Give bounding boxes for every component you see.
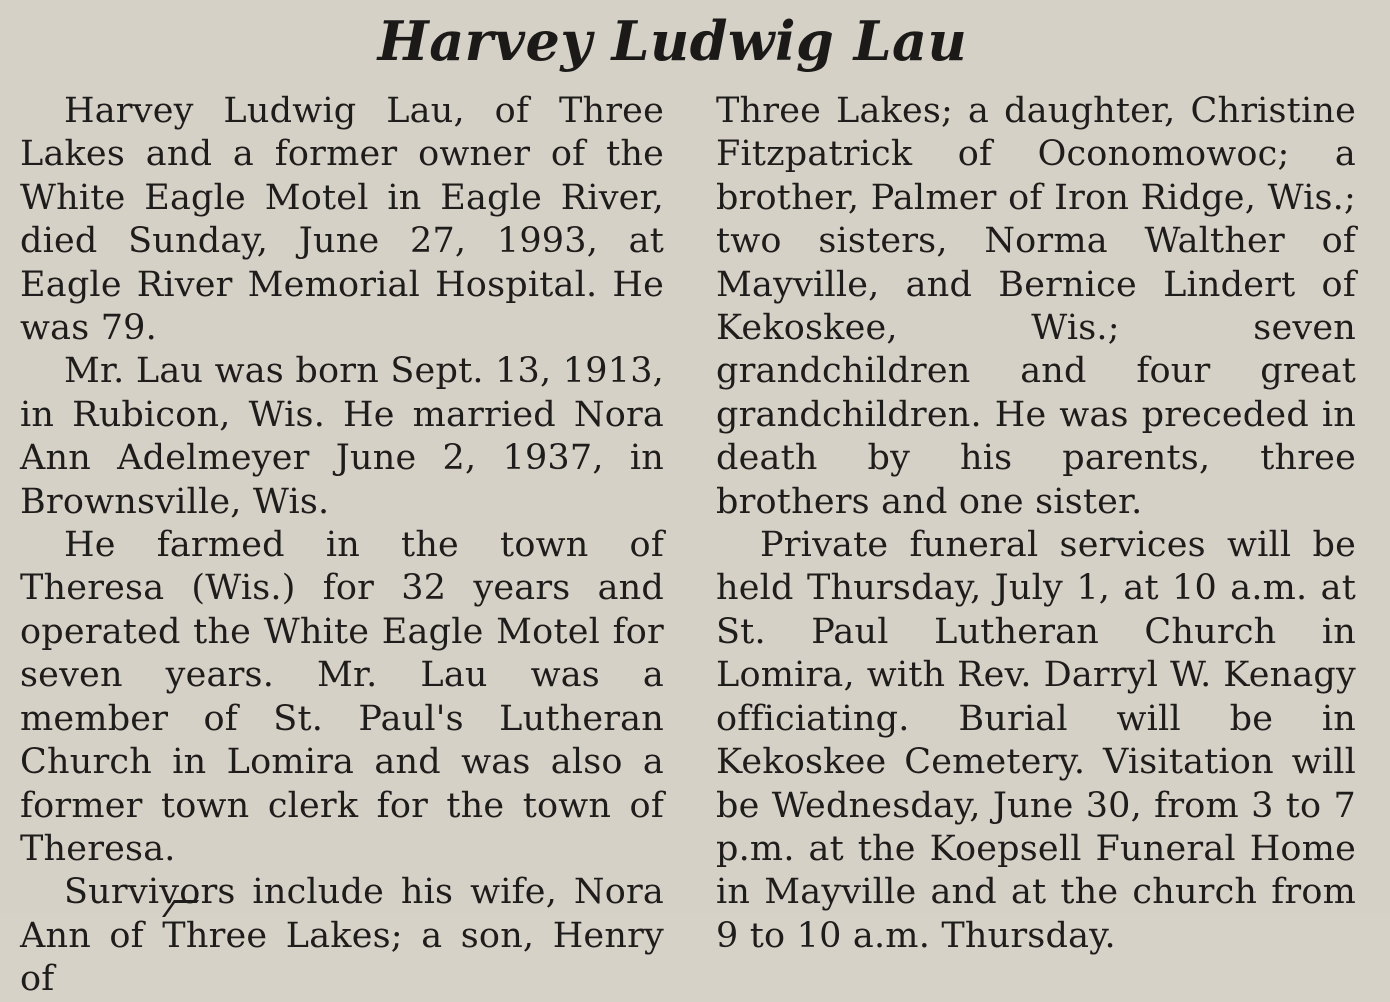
paragraph-career: He farmed in the town of Theresa (Wis.) for 32 years and operated the White Eagle Motel for seven years. Mr. Lau was a member of St. Paul's Lutheran Church in Lomira and was also a former town clerk for the town of Theresa. <box>20 525 664 869</box>
paragraph-services: Private funeral services will be held Thursday, July 1, at 10 a.m. at St. Paul Lutheran Church in Lomira, with Rev. Darryl W. Kenagy officiating. Burial will be in Kekoskee Cemetery. Visitation will be Wednesday, June 30, from 3 to 7 p.m. at the Koepsell Funeral Home in Mayville and at the church from 9 to 10 a.m. Thursday. <box>716 525 1356 956</box>
right-column <box>716 90 1356 958</box>
paragraph-birth: Mr. Lau was born Sept. 13, 1913, in Rubicon, Wis. He married Nora Ann Adelmeyer June 2, 1937, in Brownsville, Wis. <box>20 351 664 522</box>
paragraph-intro: Harvey Ludwig Lau, of Three Lakes and a former owner of the White Eagle Motel in Eagle River, died Sunday, June 27, 1993, at Eagle River Memorial Hospital. He was 79. <box>20 91 664 349</box>
paragraph-survivors-continued: Three Lakes; a daughter, Christine Fitzpatrick of Oconomowoc; a brother, Palmer of Iron Ridge, Wis.; two sisters, Norma Walther of Mayville, and Bernice Lindert of Kekoskee, Wis.; seven grandchildren and four great grandchildren. He was preceded in death by his parents, three brothers and one sister. <box>716 91 1356 522</box>
obituary-headline: Harvey Ludwig Lau <box>377 9 968 73</box>
paragraph-survivors: Survivors include his wife, Nora Ann of Three Lakes; a son, Henry of <box>20 872 664 1000</box>
left-column <box>20 90 664 1002</box>
